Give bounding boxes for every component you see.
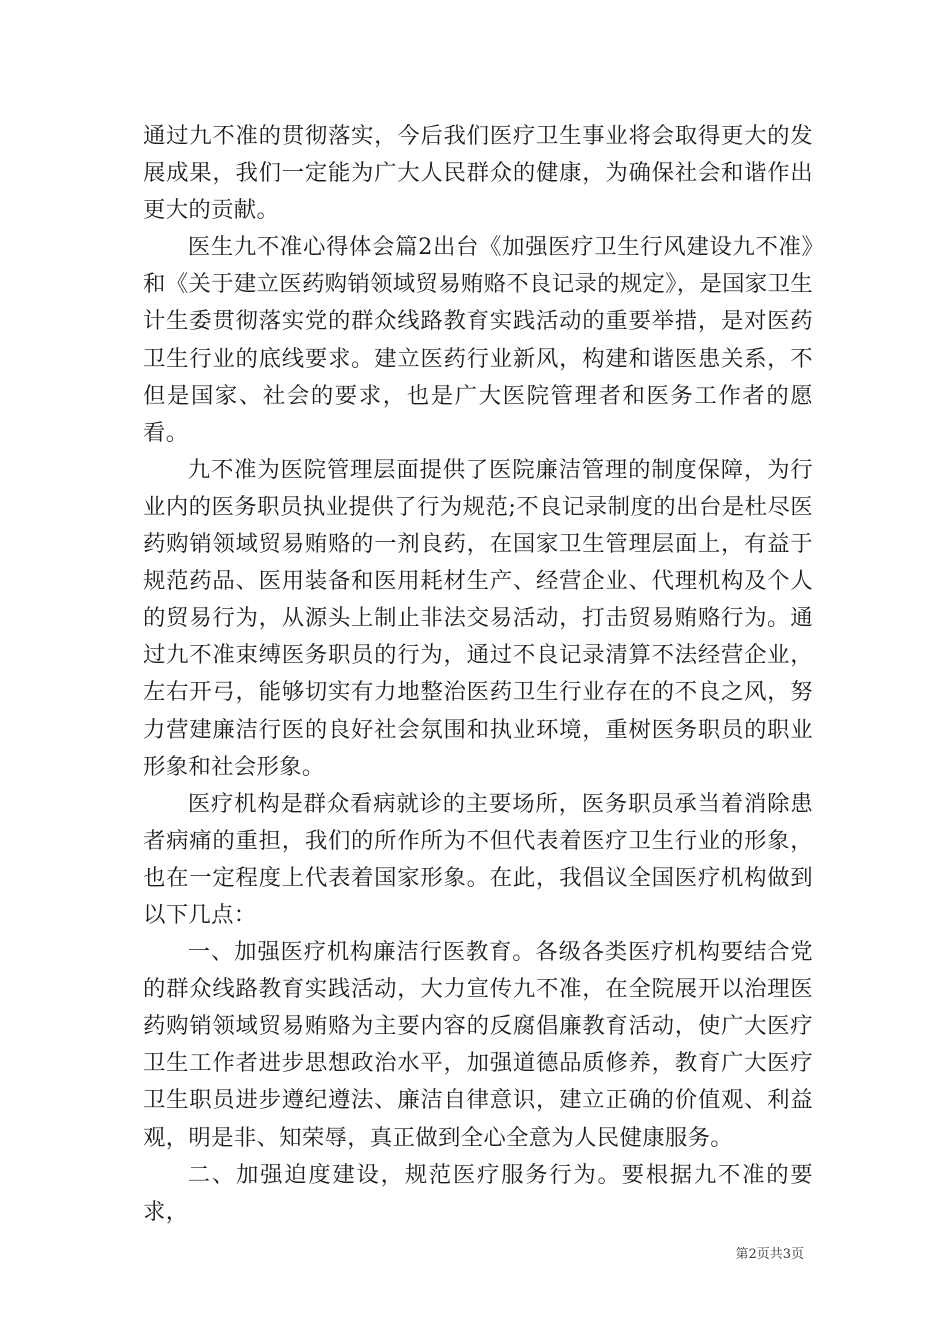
page-number-footer: 第2页共3页 (735, 1247, 804, 1262)
paragraph-1: 通过九不准的贯彻落实，今后我们医疗卫生事业将会取得更大的发展成果，我们一定能为广大人民群众的健康，为确保社会和谐作出更大的贡献。 (143, 123, 813, 224)
paragraph-2: 医生九不准心得体会篇2出台《加强医疗卫生行风建设九不准》和《关于建立医药购销领域贸易贿赂不良记录的规定》，是国家卫生计生委贯彻落实党的群众线路教育实践活动的重要举措，是对医药卫生行业的底线要求。建立医药行业新风，构建和谐医患关系，不但是国家、社会的要求，也是广大医院管理者和医务工作者的愿看。 (143, 234, 813, 446)
paragraph-5: 一、加强医疗机构廉洁行医教育。各级各类医疗机构要结合党的群众线路教育实践活动，大力宣传九不准，在全院展开以治理医药购销领域贸易贿赂为主要内容的反腐倡廉教育活动，使广大医疗卫生工作者进步思想政治水平，加强道德品质修养，教育广大医疗卫生职员进步遵纪遵法、廉洁自律意识，建立正确的价值观、利益观，明是非、知荣辱，真正做到全心全意为人民健康服务。 (143, 939, 813, 1151)
paragraph-3: 九不准为医院管理层面提供了医院廉洁管理的制度保障，为行业内的医务职员执业提供了行为规范;不良记录制度的出台是杜尽医药购销领域贸易贿赂的一剂良药，在国家卫生管理层面上，有益于规范药品、医用装备和医用耗材生产、经营企业、代理机构及个人的贸易行为，从源头上制止非法交易活动，打击贸易贿赂行为。通过九不准束缚医务职员的行为，通过不良记录清算不法经营企业，左右开弓，能够切实有力地整治医药卫生行业存在的不良之风，努力营建廉洁行医的良好社会氛围和执业环境，重树医务职员的职业形象和社会形象。 (143, 456, 813, 780)
paragraph-4: 医疗机构是群众看病就诊的主要场所，医务职员承当着消除患者病痛的重担，我们的所作所为不但代表着医疗卫生行业的形象，也在一定程度上代表着国家形象。在此，我倡议全国医疗机构做到以下几点： (143, 790, 813, 928)
paragraph-6: 二、加强迫度建设，规范医疗服务行为。要根据九不准的要求， (143, 1161, 813, 1225)
document-body (143, 118, 813, 1231)
